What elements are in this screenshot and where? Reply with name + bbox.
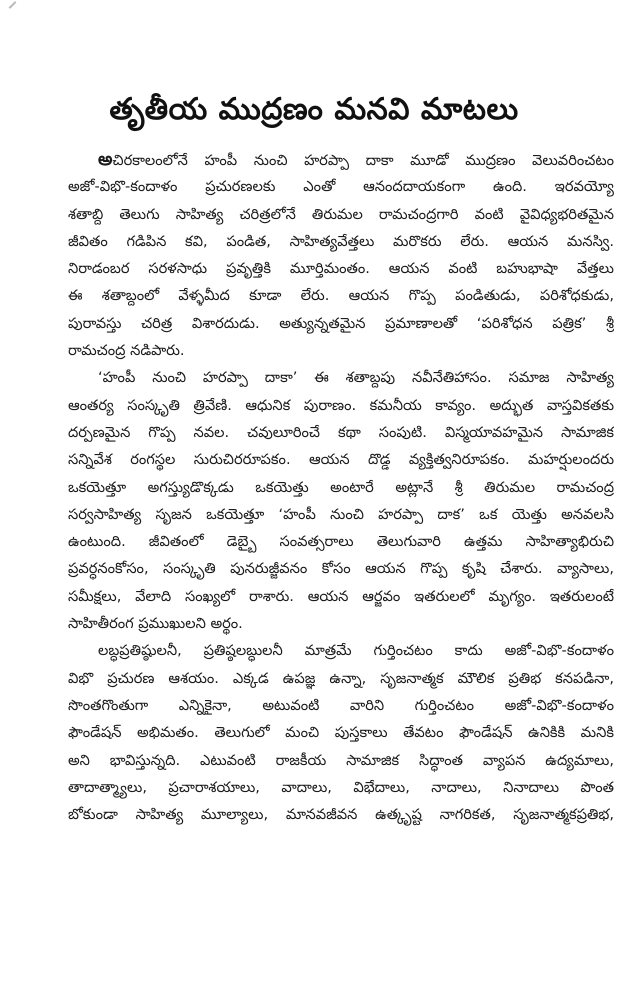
paragraph-2 xyxy=(68,364,614,637)
text-line: సమీక్షలు, వేలాది సంఖ్యలో రాశారు. ఆయన ఆర్జవం ఇతరులలో మృగ్యం. ఇతరులంటే xyxy=(68,587,614,605)
paragraph-3 xyxy=(68,637,614,828)
text-line: సాహితీరంగ ప్రముఖులని అర్థం. xyxy=(68,615,243,633)
text-line: సర్వసాహిత్య సృజన ఒకయెత్తూ ‘హంపీ నుంచి హరప్పా దాక’ ఒక యెత్తు అనవలసి xyxy=(68,505,614,523)
document-body xyxy=(68,146,614,828)
text-line: రామచంద్ర నడిపారు. xyxy=(68,342,185,360)
text-line: నిరాడంబర సరళసాధు ప్రవృత్తికి మూర్తిమంతం. ఆయన వంటి బహుభాషా వేత్తలు xyxy=(68,260,614,278)
text-line: సొంతగొంతుగా ఎన్నికైనా, అటువంటి వారిని గుర్తించటం అజో-విభొ-కందాళం xyxy=(68,696,614,714)
text-line: శతాబ్ది తెలుగు సాహిత్య చరిత్రలోనే తిరుమల రామచంద్రగారి వంటి వైవిధ్యభరితమైన xyxy=(68,205,614,223)
text-line: ఉంటుంది. జీవితంలో డెబ్బై సంవత్సరాలు తెలుగువారి ఉత్తమ సాహిత్యాభిరుచి xyxy=(68,533,614,551)
text-line: ఫౌండేషన్ అభిమతం. తెలుగులో మంచి పుస్తకాలు తేవటం ఫౌండేషన్ ఉనికికి మనికి xyxy=(68,724,614,742)
text-line: లబ్ధప్రతిష్ఠులనీ, ప్రతిష్ఠలబ్ధులనీ మాత్రమే గుర్తించటం కాదు అజో-విభొ-కందాళం xyxy=(98,642,614,660)
text-line: ఒకయెత్తూ అగస్త్యుడొక్కడు ఒకయెత్తు అంటారే అట్లానే శ్రీ తిరుమల రామచంద్ర xyxy=(68,478,614,496)
text-line: ‘హంపీ నుంచి హరప్పా దాకా’ ఈ శతాబ్దపు నవీనేతిహాసం. సమాజ సాహిత్య xyxy=(98,369,614,387)
text-line: సన్నివేశ రంగస్థల సురుచిరరూపకం. ఆయన దొడ్డ వ్యక్తిత్వనిరూపకం. మహర్షులందరు xyxy=(68,451,614,469)
paragraph-1 xyxy=(68,146,614,364)
text-line: జీవితం గడిపిన కవి, పండిత, సాహిత్యవేత్తలు మరొకరు లేరు. ఆయన మనస్వి. xyxy=(68,232,614,250)
text-line: అని భావిస్తున్నది. ఎటువంటి రాజకీయ సామాజిక సిద్ధాంత వ్యాపన ఉద్యమాలు, xyxy=(68,751,614,769)
text-line: బోకుండా సాహిత్య మూల్యాలు, మానవజీవన ఉత్కృష్ట నాగరికత, సృజనాత్మకప్రతిభ, xyxy=(68,806,614,824)
text-line: విభొ ప్రచురణ ఆశయం. ఎక్కడ ఉపజ్ఞ ఉన్నా, సృజనాత్మక మౌలిక ప్రతిభ కనపడినా, xyxy=(68,669,614,687)
text-line: ఆంతర్య సంస్కృతి త్రివేణి. ఆధునిక పురాణం. కమనీయ కావ్యం. అద్భుత వాస్తవికతకు xyxy=(68,396,614,414)
drop-cap: అ xyxy=(98,149,113,170)
scan-speck-mark xyxy=(9,1,17,9)
text-line: ఈ శతాబ్దంలో వేళ్ళమీద కూడా లేరు. ఆయన గొప్ప పండితుడు, పరిశోధకుడు, xyxy=(68,287,614,305)
text-line: అజో-విభొ-కందాళం ప్రచురణలకు ఎంతో ఆనందదాయకంగా ఉంది. ఇరవయ్యో xyxy=(68,178,614,196)
page-title: తృతీయ ముద్రణం మనవి మాటలు xyxy=(109,92,519,127)
text-line: దర్పణమైన గొప్ప నవల. చవులూరించే కథా సంపుటి. విస్మయావహమైన సామాజిక xyxy=(68,423,614,441)
text-line: ప్రవర్ధనంకోసం, సంస్కృతి పునరుజ్జీవనం కోసం ఆయన గొప్ప కృషి చేశారు. వ్యాసాలు, xyxy=(68,560,614,578)
text-line: తాదాత్మ్యాలు, ప్రచారాశయాలు, వాదాలు, విభేదాలు, నాదాలు, నినాదాలు పొంత xyxy=(68,778,614,796)
text-line: అచిరకాలంలోనే హంపీ నుంచి హరప్పా దాకా మూడో ముద్రణం వెలువరించటం xyxy=(98,149,614,170)
text-line: పురావస్తు చరిత్ర విశారదుడు. అత్యున్నతమైన ప్రమాణాలతో ‘పరిశోధన పత్రిక’ శ్రీ xyxy=(68,314,614,332)
